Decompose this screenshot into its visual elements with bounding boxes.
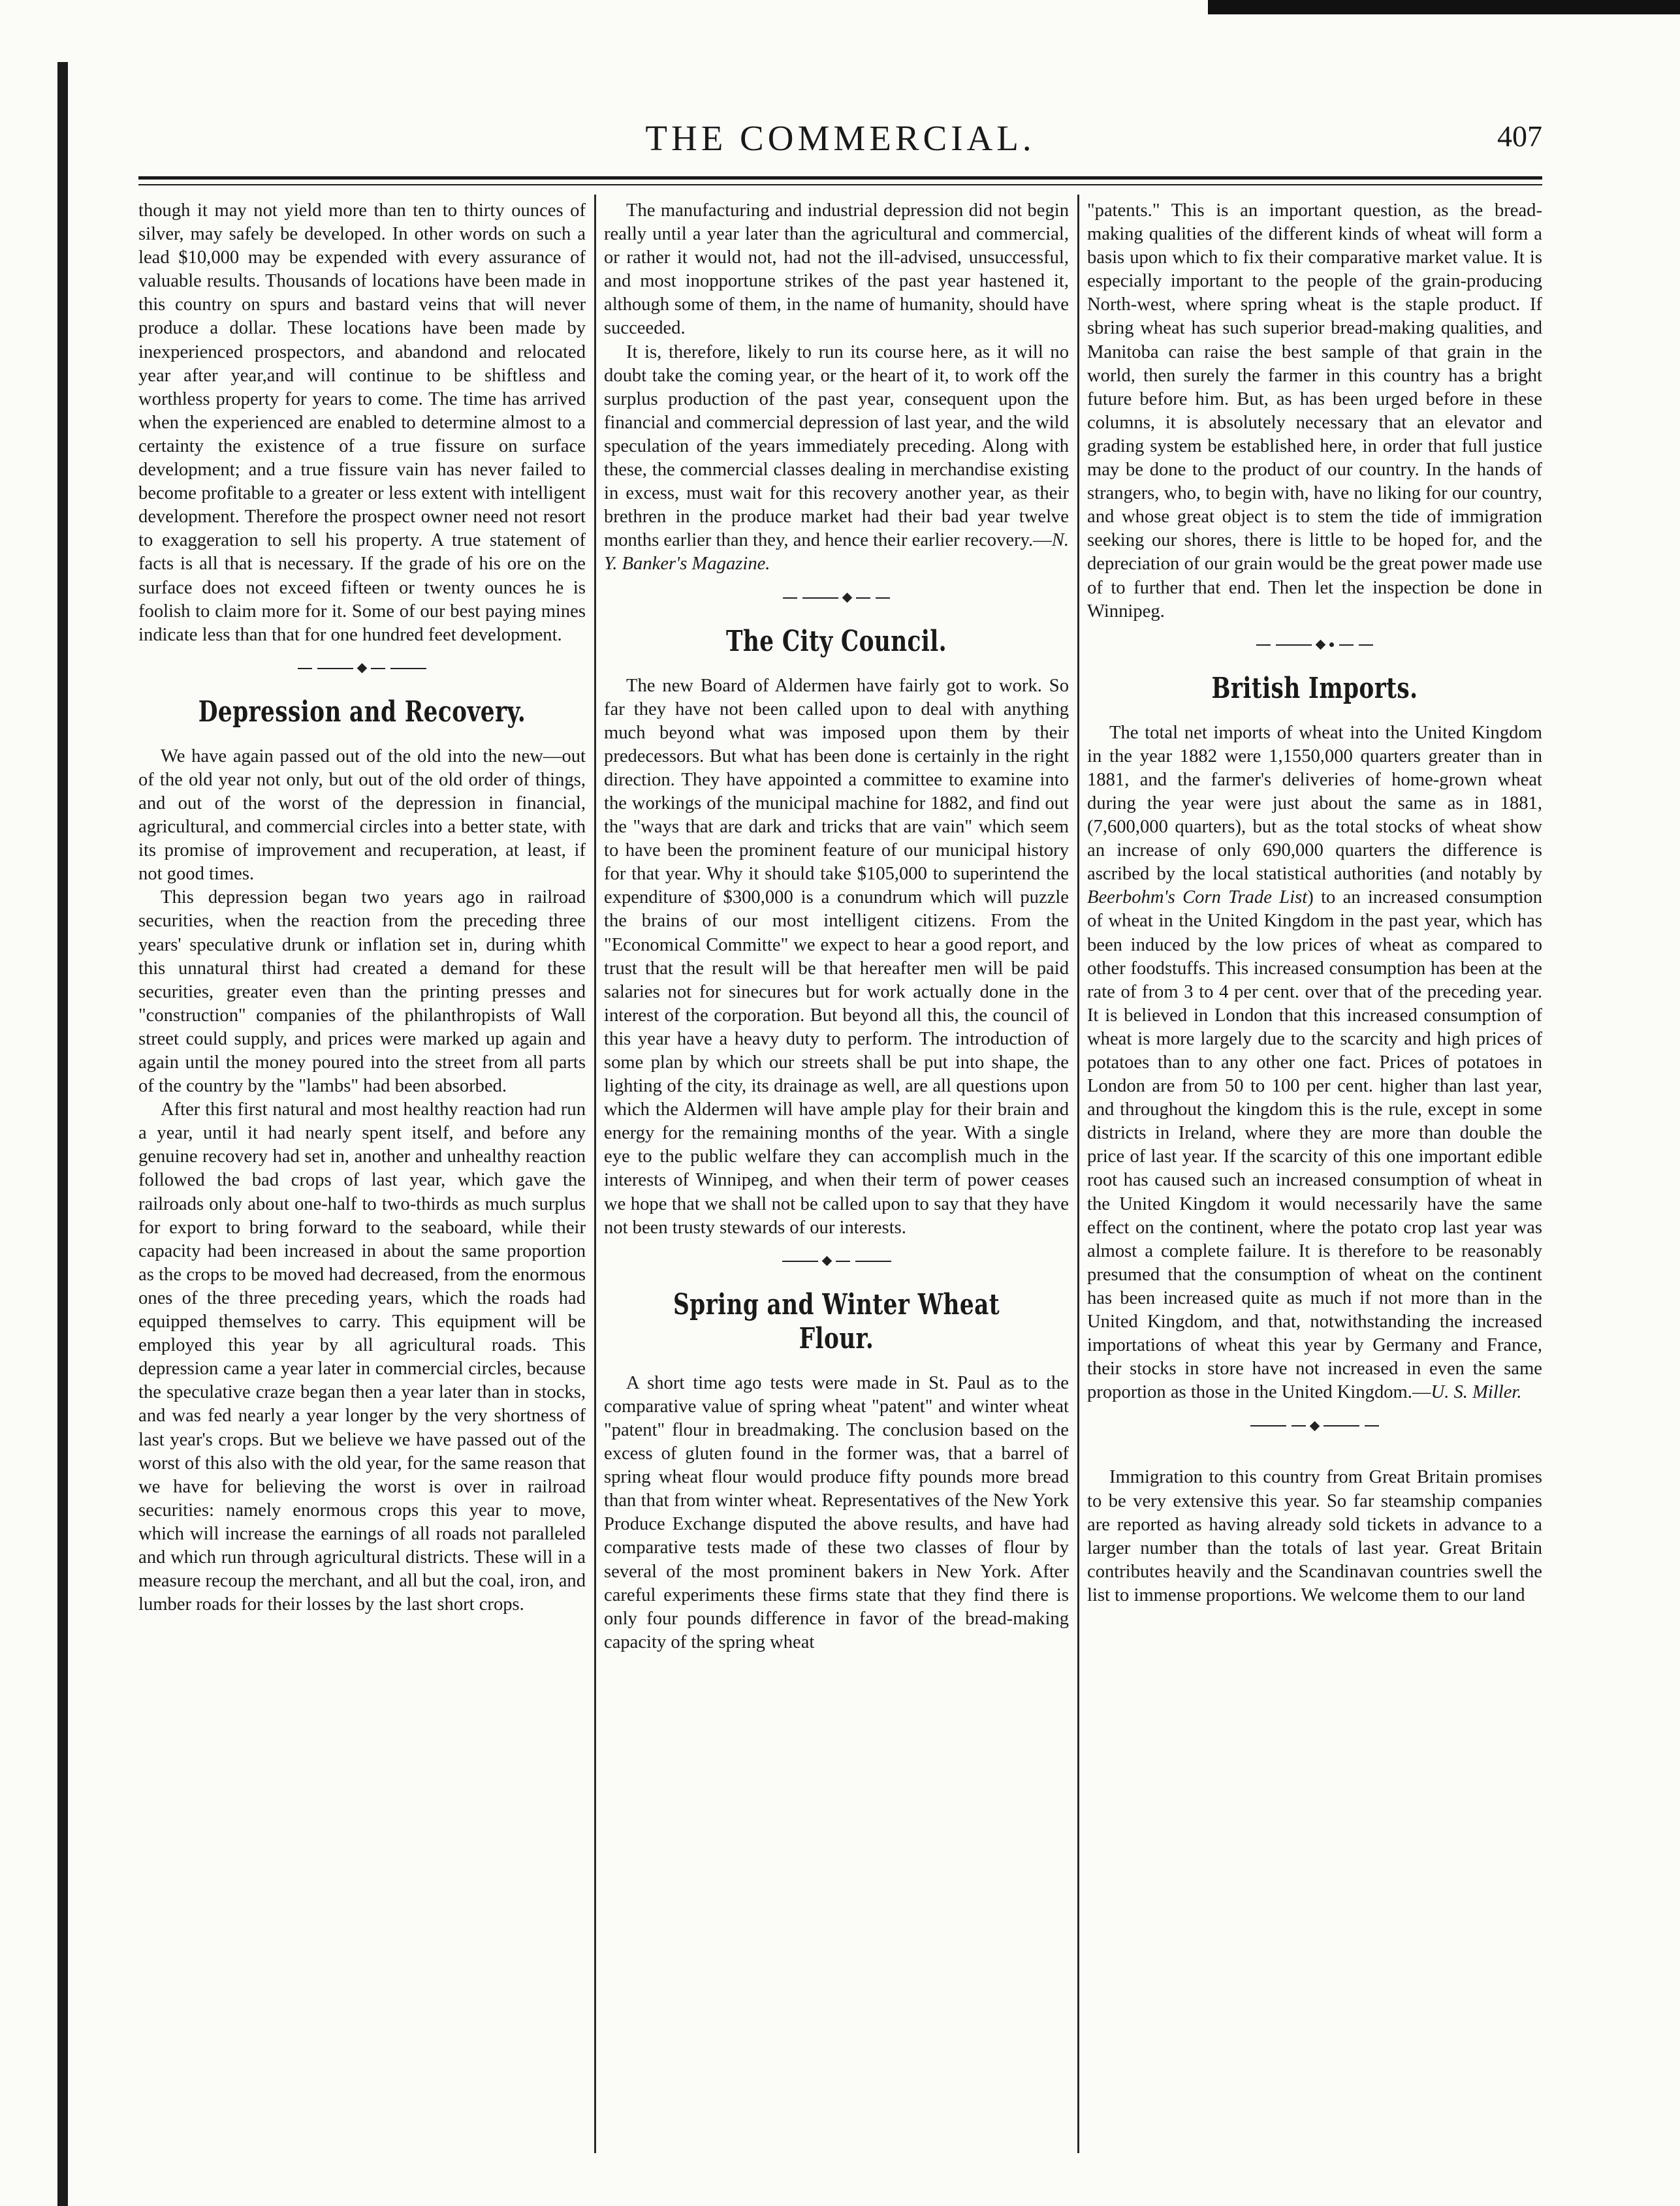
column-2 — [604, 199, 1069, 2184]
spacer — [1087, 1440, 1542, 1466]
header-rule-thin — [138, 184, 1542, 185]
source-credit: N. Y. Banker's Magazine. — [604, 530, 1069, 575]
column-divider-1 — [594, 195, 596, 2153]
article-paragraph: After this first natural and most healthy reaction had run a year, until it had nearly spent itself, and before any genuine recovery had set in, another and unhealthy reaction followed the bad crops of last year, which gave the railroads only about one-half to two-thirds as much surplus for export to bring forward to the seaboard, while their capacity had been increased in about the same proportion as the crops to be moved had decreased, from the enormous ones of the three preceding years, which the roads had equipped themselves to carry. This equipment will be employed this year by all agricultural roads. This depression came a year later in commercial circles, because the speculative craze began then a year later than in stocks, and was fed nearly a year longer by the very shortness of last year's crops. But we believe we have passed out of the worst of this also with the old year, for the same reason that we have for believing the worst is over in railroad securities: namely enormous crops this year to move, which will increase the earnings of all roads not paralleled and which run through agricultural districts. These will in a measure recoup the merchant, and all but the coal, iron, and lumber roads for their losses by the last short crops. — [138, 1099, 586, 1615]
article-paragraph: Immigration to this country from Great Britain promises to be very extensive this year. So far steamship companies are reported as having already sold tickets in advance to a larger number than the totals of last year. Great Britain contributes heavily and the Scandinavan countries swell the list to immense proportions. We welcome them to our land — [1087, 1467, 1542, 1605]
page-number: 407 — [1497, 119, 1542, 153]
column-3 — [1087, 199, 1542, 2184]
column-divider-2 — [1077, 195, 1079, 2153]
article-paragraph — [604, 341, 1069, 576]
article-paragraph: This depression began two years ago in railroad securities, when the reaction from the preceding three years' speculative drunk or inflation set in, during whith this unnatural thirst had created a demand for these securities, greater even than the printing presses and "construction" companies of the philanthropists of Wall street could supply, and prices were marked up again and again until the money poured into the street from all parts of the country by the "lambs" had been absorbed. — [138, 887, 586, 1097]
section-ornament — [604, 1252, 1069, 1271]
top-edge-bar — [1208, 0, 1680, 14]
column-1 — [138, 199, 586, 2184]
publication-title: Beerbohm's Corn Trade List — [1087, 887, 1308, 908]
article-paragraph — [1087, 721, 1542, 1405]
article-paragraph: The manufacturing and industrial depression did not begin really until a year later than the agricultural and commercial, or rather it would not, had not the ill-advised, unsuccessful, and most inopportune strikes of the past year hastened it, although some of them, in the name of humanity, should have succeeded. — [604, 200, 1069, 339]
section-ornament — [604, 588, 1069, 608]
binding-edge — [57, 62, 68, 2206]
heading-depression-and-recovery: Depression and Recovery. — [198, 695, 526, 729]
header-rule-thick — [138, 176, 1542, 180]
section-ornament — [1087, 635, 1542, 655]
heading-the-city-council: The City Council. — [725, 624, 947, 658]
article-continuation-paragraph: though it may not yield more than ten to thirty ounces of silver, may safely be developed. In other words on such a lead $10,000 may be expended with every assurance of valuable results. Thousands of locations have been made in this country on spurs and bastard veins that will never produce a dollar. These locations have been made by inexperienced prospectors, and abandond and relocated year after year,and will continue to be shiftless and worthless property for years to come. The time has arrived when the experienced are enabled to determine almost to a certainty the existence of a true fissure on surface development; and a true fissure vain has never failed to become profitable to a greater or less extent with intelligent development. Therefore the prospect owner need not resort to exaggeration to sell his property. A true statement of facts is all that is necessary. If the grade of his ore on the surface does not exceed fifteen or twenty ounces he is foolish to claim more for it. Some of our best paying mines indicate less than that for one hundred feet development. — [138, 200, 586, 645]
article-text: The total net imports of wheat into the United Kingdom in the year 1882 were 1,1550,000 quarters greater than in 1881, and the farmer's deliveries of home-grown wheat during the year were just about the same as in 1881, (7,600,000 quarters), but as the total stocks of wheat show an increase of only 690,000 quarters the difference is ascribed by the local statistical authorities (and notably by — [1087, 722, 1542, 885]
heading-british-imports: British Imports. — [1211, 671, 1418, 705]
article-continuation-paragraph: "patents." This is an important question, as the bread-making qualities of the different kinds of wheat will form a basis upon which to fix their comparative market value. It is especially important to the people of the grain-producing North-west, where spring wheat is the staple product. If sbring wheat has such superior bread-making qualities, and Manitoba can raise the best sample of that grain in the world, then surely the farmer in this country has a bright future before him. But, as has been urged before in these columns, it is absolutely necessary that an elevator and grading system be established here, in order that full justice may be done to the product of our country. In the hands of strangers, who, to begin with, have no liking for our country, and whose great object is to stem the tide of immigration seeking our shores, there is little to be hoped for, and the depreciation of our grain would be the great power made use of to further that end. Then let the inspection be done in Winnipeg. — [1087, 200, 1542, 622]
section-ornament — [138, 659, 586, 678]
article-paragraph: A short time ago tests were made in St. Paul as to the comparative value of spring wheat "patent" and winter wheat "patent" flour in breadmaking. The conclusion based on the excess of gluten found in the former was, that a barrel of spring wheat flour would produce fifty pounds more bread than that from winter wheat. Representatives of the New York Produce Exchange disputed the above results, and have had comparative tests made of these two classes of flour by several of the most prominent bakers in New York. After careful experiments these firms state that they find there is only four pounds difference in favor of the bread-making capacity of the spring wheat — [604, 1372, 1069, 1652]
article-text: ) to an increased consumption of wheat in the United Kingdom in the past year, which has been induced by the low prices of wheat as compared to other foodstuffs. This increased consumption has been at the rate of from 3 to 4 per cent. over that of the preceding year. It is believed in London that this increased consumption of wheat is more largely due to the scarcity and high prices of potatoes than to any other one fact. Prices of potatoes in London are from 50 to 100 per cent. higher than last year, and throughout the kingdom this is the rule, except in some districts in Ireland, where they are more than double the price of last year. If the scarcity of this one important edible root has caused such an increased consumption of wheat in the United Kingdom it would necessarily have the same effect on the continent, where the potato crop last year was almost a complete failure. It is therefore to be reasonably presumed that the consumption of wheat on the continent has been increased quite as much if not more than in the United Kingdom, and that, notwithstanding the increased importations of wheat this year by Germany and France, their stocks in store have not increased in even the same proportion as those in the United Kingdom.— — [1087, 887, 1542, 1403]
section-ornament — [1087, 1416, 1542, 1436]
article-paragraph: The new Board of Aldermen have fairly got to work. So far they have not been called upon to deal with anything much beyond what was imposed upon them by their predecessors. But what has been done is certainly in the right direction. They have appointed a committee to examine into the workings of the municipal machine for 1882, and find out the "ways that are dark and tricks that are vain" which seem to have been the prominent feature of our municipal history for that year. Why it should take $105,000 to superintend the expenditure of $300,000 is a conundrum which will puzzle the brains of our most intelligent citizens. From the "Economical Committe" we expect to hear a good report, and trust that the result will be that hereafter men will be paid salaries not for sinecures but for work actually done in the interest of the corporation. But beyond all this, the council of this year have a heavy duty to perform. The introduction of some plan by which our streets shall be put into shape, the lighting of the city, its drainage as well, are all questions upon which the Aldermen will have ample play for their brain and energy for the remaining months of the year. With a single eye to the public welfare they can accomplish much in the interests of Winnipeg, and when their term of power ceases we hope that we shall not be called upon to say that they have not been trusty stewards of our interests. — [604, 675, 1069, 1238]
page-header — [138, 118, 1542, 163]
article-text: It is, therefore, likely to run its course here, as it will no doubt take the coming year, or the heart of it, to work off the surplus production of the past year, consequent upon the financial and commercial depression of last year, and the wild speculation of the years immediately preceding. Along with these, the commercial classes dealing in merchandise existing in excess, must wait for this recovery another year, as their brethren in the produce market had their bad year twelve months earlier than they, and hence their earlier recovery.— — [604, 341, 1069, 551]
source-credit: U. S. Miller. — [1431, 1382, 1522, 1403]
masthead: THE COMMERCIAL. — [645, 118, 1036, 158]
article-paragraph: We have again passed out of the old into the new—out of the old year not only, but out of the old order of things, and out of the worst of the depression in financial, agricultural, and commercial circles into a better state, with its promise of improvement and recuperation, at least, if not good times. — [138, 746, 586, 885]
heading-spring-and-winter-wheat-flour: Spring and Winter Wheat Flour. — [673, 1287, 1000, 1355]
